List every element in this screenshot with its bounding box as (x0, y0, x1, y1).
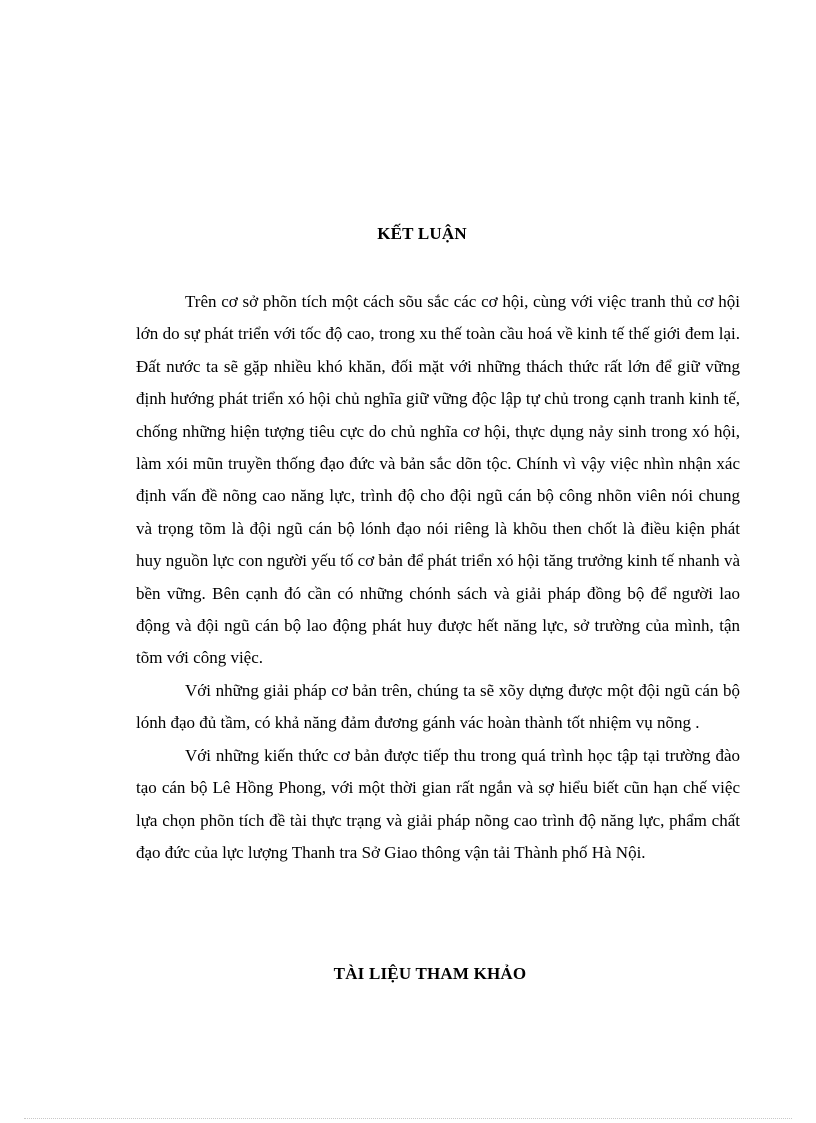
paragraph-1: Trên cơ sở phõn tích một cách sõu sắc các cơ hội, cùng với việc tranh thủ cơ hội lớn do sự phát triển với tốc độ cao, trong xu thế toàn cầu hoá về kinh tế thế giới đem lại. Đất nước ta sẽ gặp nhiều khó khăn, đối mặt với những thách thức rất lớn để giữ vững định hướng phát triển xó hội chủ nghĩa giữ vững độc lập tự chủ trong cạnh tranh kinh tế, chống những hiện tượng tiêu cực do chủ nghĩa cơ hội, thực dụng nảy sinh trong xó hội, làm xói mũn truyền thống đạo đức và bản sắc dõn tộc. Chính vì vậy việc nhìn nhận xác định vấn đề nõng cao năng lực, trình độ cho đội ngũ cán bộ công nhõn viên nói chung và trọng tõm là đội ngũ cán bộ lónh đạo nói riêng là khõu then chốt là điều kiện phát huy nguồn lực con người yếu tố cơ bản để phát triển xó hội tăng trưởng kinh tế nhanh và bền vững. Bên cạnh đó cần có những chónh sách và giải pháp đồng bộ để người lao động và đội ngũ cán bộ lao động phát huy được hết năng lực, sở trường của mình, tận tõm với công việc. (136, 292, 740, 668)
references-heading: TÀI LIỆU THAM KHẢO (333, 964, 527, 983)
page-bottom-divider (24, 1118, 792, 1119)
body-text (136, 286, 740, 869)
paragraph-3: Với những kiến thức cơ bản được tiếp thu trong quá trình học tập tại trường đào tạo cán bộ Lê Hồng Phong, với một thời gian rất ngắn và sợ hiểu biết cũn hạn chế việc lựa chọn phõn tích đề tài thực trạng và giải pháp nõng cao trình độ năng lực, phẩm chất đạo đức của lực lượng Thanh tra Sở Giao thông vận tải Thành phố Hà Nội. (136, 745, 740, 862)
paragraph-2: Với những giải pháp cơ bản trên, chúng ta sẽ xõy dựng được một đội ngũ cán bộ lónh đạo đủ tầm, có khả năng đảm đương gánh vác hoàn thành tốt nhiệm vụ nõng . (136, 680, 740, 733)
conclusion-heading: KẾT LUẬN (377, 224, 467, 243)
